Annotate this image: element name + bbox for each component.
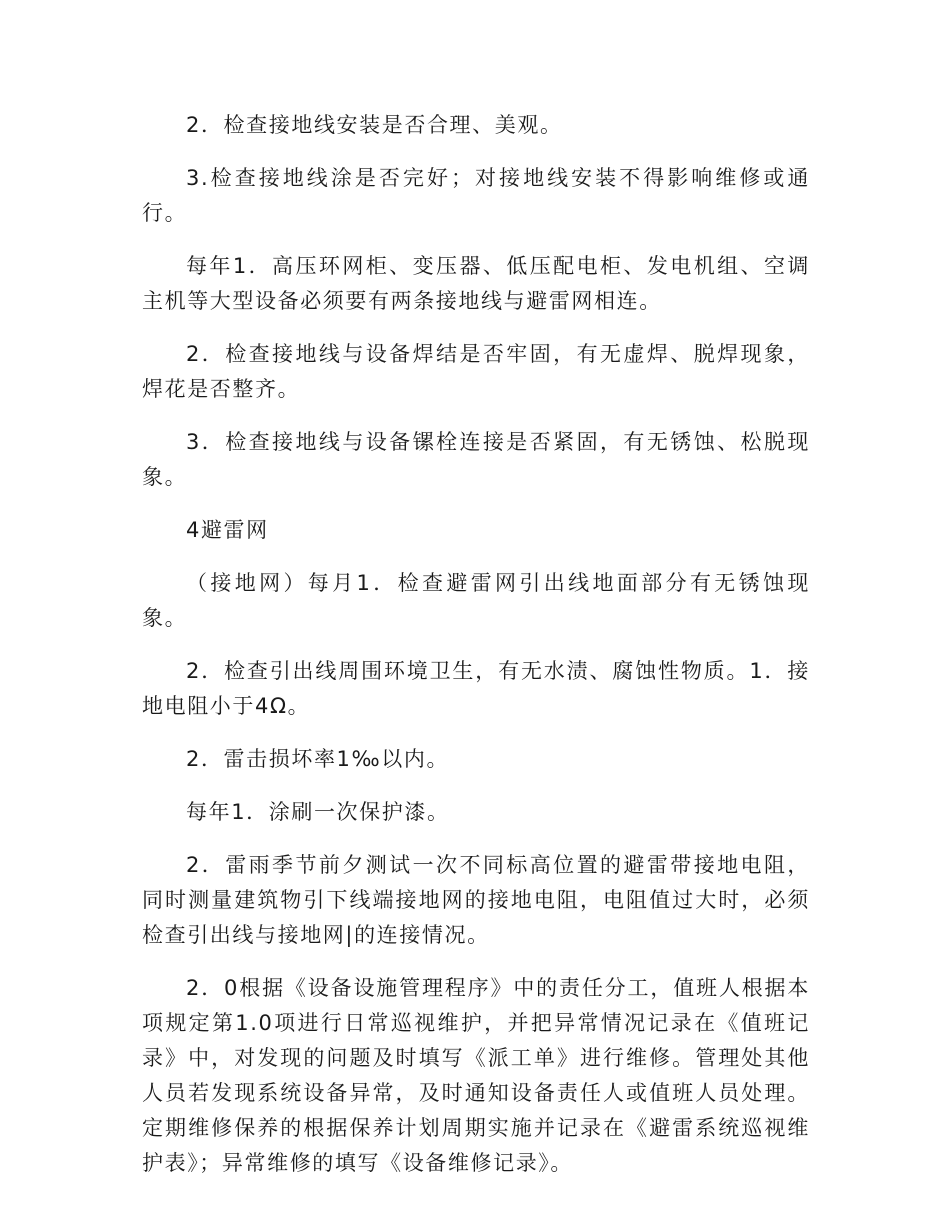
paragraph: 3.检查接地线涂是否完好；对接地线安装不得影响维修或通行。 bbox=[142, 166, 810, 225]
paragraph: 每年1．涂刷一次保护漆。 bbox=[186, 800, 450, 824]
paragraph: 2．检查接地线安装是否合理、美观。 bbox=[186, 113, 563, 137]
paragraph: 2．雷雨季节前夕测试一次不同标高位置的避雷带接地电阻，同时测量建筑物引下线端接地网的接地电阻，电阻值过大时，必须检查引出线与接地网|的连接情况。 bbox=[142, 853, 810, 947]
document-body bbox=[142, 108, 810, 1199]
section-heading: 4避雷网 bbox=[186, 518, 269, 542]
paragraph: （接地网）每月1．检查避雷网引出线地面部分有无锈蚀现象。 bbox=[142, 571, 810, 630]
paragraph: 3．检查接地线与设备镙栓连接是否紧固，有无锈蚀、松脱现象。 bbox=[142, 430, 810, 489]
paragraph: 2．检查引出线周围环境卫生，有无水渍、腐蚀性物质。1．接地电阻小于4Ω。 bbox=[142, 659, 810, 718]
paragraph: 每年1．高压环网柜、变压器、低压配电柜、发电机组、空调主机等大型设备必须要有两条接地线与避雷网相连。 bbox=[142, 254, 810, 313]
paragraph: 2．检查接地线与设备焊结是否牢固，有无虚焊、脱焊现象，焊花是否整齐。 bbox=[142, 342, 810, 401]
paragraph: 2．雷击损坏率1‰以内。 bbox=[186, 747, 450, 771]
paragraph: 2．0根据《设备设施管理程序》中的责任分工，值班人根据本项规定第1.0项进行日常巡视维护，并把异常情况记录在《值班记录》中，对发现的问题及时填写《派工单》进行维修。管理处其他人员若发现系统设备异常，及时通知设备责任人或值班人员处理。定期维修保养的根据保养计划周期实施并记录在《避雷系统巡视维护表》；异常维修的填写《设备维修记录》。 bbox=[142, 976, 810, 1175]
